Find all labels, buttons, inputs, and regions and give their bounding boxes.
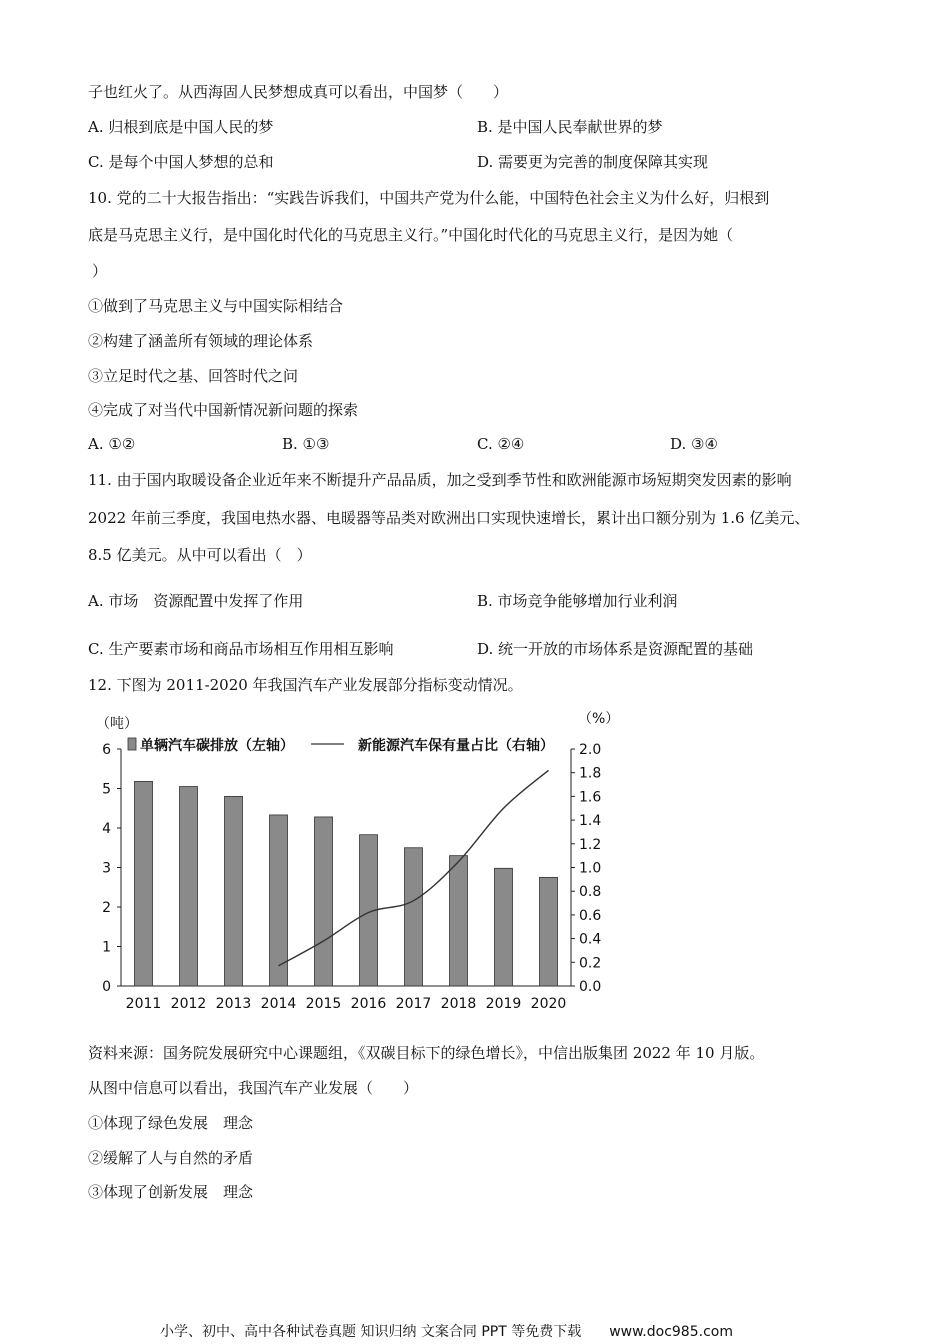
emission-bar: [270, 815, 288, 986]
q11-option-d: D. 统一开放的市场体系是资源配置的基础: [477, 640, 754, 658]
left-tick-label: 3: [102, 860, 111, 877]
q10-option-a: A. ①②: [88, 435, 136, 453]
emission-bar: [180, 787, 198, 986]
q10-item-4: ④完成了对当代中国新情况新问题的探索: [88, 401, 359, 419]
q12-item-2: ②缓解了人与自然的矛盾: [88, 1149, 254, 1167]
q9-stem-end: 子也红火了。从西海固人民梦想成真可以看出，中国梦（ ）: [88, 83, 509, 101]
emission-bar: [450, 856, 468, 986]
q11-stem-line2: 2022 年前三季度，我国电热水器、电暖器等品类对欧洲出口实现快速增长，累计出口额分别为 1.6 亿美元、: [88, 509, 810, 527]
x-tick-label: 2016: [350, 996, 387, 1012]
legend-bar-swatch: [128, 738, 136, 750]
q12-question: 从图中信息可以看出，我国汽车产业发展（ ）: [88, 1079, 419, 1097]
q9-option-a: A. 归根到底是中国人民的梦: [88, 118, 274, 136]
emission-bar: [225, 796, 243, 986]
right-tick-label: 1.0: [579, 860, 602, 877]
q11-stem-line3: 8.5 亿美元。从中可以看出（ ）: [88, 546, 312, 564]
x-tick-label: 2020: [530, 996, 567, 1012]
emission-bar: [135, 781, 153, 986]
q10-stem-line3: ）: [92, 262, 108, 280]
q10-item-2: ②构建了涵盖所有领域的理论体系: [88, 332, 314, 350]
left-tick-label: 1: [102, 939, 111, 956]
q11-option-c: C. 生产要素市场和商品市场相互作用相互影响: [88, 640, 394, 658]
legend-line-label: 新能源汽车保有量占比（右轴）: [358, 738, 554, 754]
q10-option-b: B. ①③: [282, 435, 330, 453]
x-tick-label: 2012: [170, 996, 207, 1012]
right-tick-label: 1.6: [579, 789, 602, 806]
q10-option-d: D. ③④: [670, 435, 718, 453]
emission-bar: [315, 817, 333, 986]
right-tick-label: 1.8: [579, 765, 602, 782]
q12-item-3: ③体现了创新发展 理念: [88, 1183, 254, 1201]
emissions-ev-chart: [86, 704, 626, 1020]
right-tick-label: 2.0: [579, 742, 602, 758]
q11-option-b: B. 市场竞争能够增加行业利润: [477, 592, 678, 610]
q10-item-1: ①做到了马克思主义与中国实际相结合: [88, 297, 344, 315]
right-tick-label: 0.2: [579, 955, 602, 972]
footer-text: 小学、初中、高中各种试卷真题 知识归纳 文案合同 PPT 等免费下载 www.doc985.com: [160, 1324, 733, 1340]
left-axis-title: （吨）: [96, 716, 138, 732]
right-tick-label: 0.8: [579, 884, 602, 901]
chart-source: 资料来源：国务院发展研究中心课题组，《双碳目标下的绿色增长》，中信出版集团 2022 年 10 月版。: [88, 1044, 765, 1062]
left-tick-label: 4: [102, 821, 111, 837]
emission-bar: [405, 848, 423, 986]
q10-item-3: ③立足时代之基、回答时代之问: [88, 367, 299, 385]
right-tick-label: 0.6: [579, 907, 602, 924]
left-tick-label: 5: [102, 781, 111, 798]
x-tick-label: 2018: [440, 996, 477, 1012]
q10-stem-line1: 10. 党的二十大报告指出：“实践告诉我们，中国共产党为什么能，中国特色社会主义为什么好，归根到: [88, 189, 770, 207]
q9-option-c: C. 是每个中国人梦想的总和: [88, 153, 274, 171]
left-tick-label: 0: [102, 979, 111, 995]
q10-stem-line2: 底是马克思主义行，是中国化时代化的马克思主义行。”中国化时代化的马克思主义行，是因为她（: [88, 226, 734, 244]
x-tick-label: 2015: [305, 996, 342, 1012]
q12-stem: 12. 下图为 2011-2020 年我国汽车产业发展部分指标变动情况。: [88, 676, 523, 694]
q12-item-1: ①体现了绿色发展 理念: [88, 1114, 254, 1132]
q9-option-b: B. 是中国人民奉献世界的梦: [477, 118, 663, 136]
x-tick-label: 2017: [395, 996, 432, 1012]
q10-option-c: C. ②④: [477, 435, 525, 453]
q11-stem-line1: 11. 由于国内取暖设备企业近年来不断提升产品品质，加之受到季节性和欧洲能源市场短期突发因素的影响: [88, 471, 792, 489]
q11-option-a: A. 市场 资源配置中发挥了作用: [88, 592, 304, 610]
right-axis-title: （%）: [578, 711, 620, 727]
right-tick-label: 1.4: [579, 813, 602, 830]
emission-bar: [540, 877, 558, 986]
emission-bar: [495, 868, 513, 986]
right-tick-label: 1.2: [579, 836, 602, 853]
q9-option-d: D. 需要更为完善的制度保障其实现: [477, 153, 709, 171]
x-tick-label: 2013: [215, 996, 252, 1012]
left-tick-label: 6: [102, 742, 111, 758]
right-tick-label: 0.4: [579, 931, 602, 948]
right-tick-label: 0.0: [579, 979, 602, 995]
x-tick-label: 2011: [125, 996, 162, 1012]
left-tick-label: 2: [102, 900, 111, 916]
x-tick-label: 2014: [260, 996, 297, 1012]
x-tick-label: 2019: [485, 996, 522, 1012]
legend-bar-label: 单辆汽车碳排放（左轴）: [140, 738, 294, 754]
